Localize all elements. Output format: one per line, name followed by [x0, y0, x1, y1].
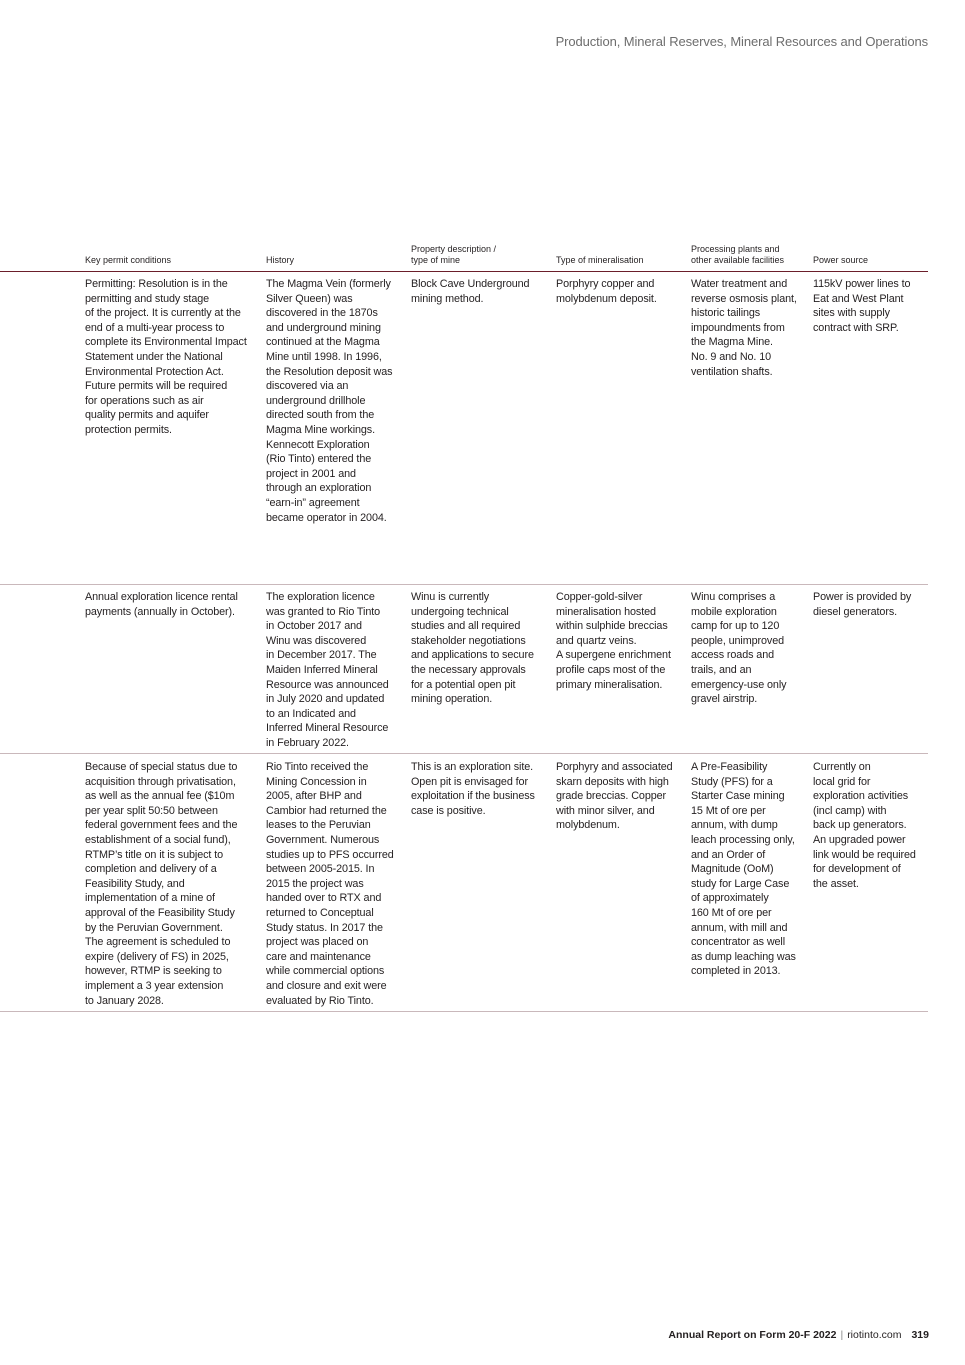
column-header-property-description: Property description / type of mine — [411, 244, 497, 265]
table-header — [0, 238, 928, 272]
table-cell: Because of special status due to acquisition through privatisation, as well as the annual fee ($10m per year split 50:50 between federal government fees and the establishment of a social fund), RTMP’s title on it is subject to completion and delivery of a Feasibility Study, and implementation of a mine of approval of the Feasibility Study by the Peruvian Government. The agreement is scheduled to expire (delivery of FS) in 2025, however, RTMP is seeking to implement a 3 year extension to January 2028. — [85, 761, 238, 1007]
table-cell: Currently on local grid for exploration activities (incl camp) with back up generators. An upgraded power link would be required for development of the asset. — [813, 761, 916, 890]
table-cell: Permitting: Resolution is in the permitting and study stage of the project. It is currently at the end of a multi-year process to complete its Environmental Impact Statement under the National Environmental Protection Act. Future permits will be required for operations such as air quality permits and aquifer protection permits. — [85, 278, 247, 436]
section-title: Production, Mineral Reserves, Mineral Resources and Operations — [555, 34, 928, 49]
table-row — [0, 760, 928, 1012]
table-cell: The Magma Vein (formerly Silver Queen) was discovered in the 1870s and underground mining continued at the Magma Mine until 1998. In 1996, the Resolution deposit was discovered via an underground drillhole directed south from the Magma Mine workings. Kennecott Exploration (Rio Tinto) entered the project in 2001 and through an exploration “earn-in” agreement became operator in 2004. — [266, 278, 393, 524]
table-row — [0, 590, 928, 754]
table-cell: A Pre-Feasibility Study (PFS) for a Starter Case mining 15 Mt of ore per annum, with dump leach processing only, and an Order of Magnitude (OoM) study for Large Case of approximately 160 Mt of ore per annum, with mill and concentrator as well as dump leaching was completed in 2013. — [691, 761, 796, 978]
table-cell: Copper-gold-silver mineralisation hosted within sulphide breccias and quartz veins. A supergene enrichment profile caps most of the primary mineralisation. — [556, 591, 671, 691]
table-cell: Rio Tinto received the Mining Concession in 2005, after BHP and Cambior had returned the leases to the Peruvian Government. Numerous studies up to PFS occurred between 2005-2015. In 2015 the project was handed over to RTX and returned to Conceptual Study status. In 2017 the project was placed on care and maintenance while commercial options and closure and exit were evaluated by Rio Tinto. — [266, 761, 394, 1007]
table-cell: Winu is currently undergoing technical studies and all required stakeholder negotiations and applications to secure the necessary approvals for a potential open pit mining operation. — [411, 591, 534, 706]
table-cell: 115kV power lines to Eat and West Plant sites with supply contract with SRP. — [813, 278, 911, 334]
table-cell: This is an exploration site. Open pit is envisaged for exploitation if the business case is positive. — [411, 761, 535, 817]
table-cell: The exploration licence was granted to Rio Tinto in October 2017 and Winu was discovered in December 2017. The Maiden Inferred Mineral Resource was announced in July 2020 and updated to an Indicated and Inferred Mineral Resource in February 2022. — [266, 591, 389, 749]
table-cell: Winu comprises a mobile exploration camp for up to 120 people, unimproved access roads and trails, and an emergency-use only gravel airstrip. — [691, 591, 787, 706]
table-cell: Water treatment and reverse osmosis plant, historic tailings impoundments from the Magma Mine. No. 9 and No. 10 ventilation shafts. — [691, 278, 797, 378]
table-cell: Annual exploration licence rental payments (annually in October). — [85, 591, 238, 618]
column-header-power-source: Power source — [813, 255, 869, 265]
column-header-key-permit-conditions: Key permit conditions — [85, 255, 172, 265]
table-row — [0, 277, 928, 585]
column-header-processing-plants: Processing plants and other available facilities — [691, 244, 785, 265]
page-number: 319 — [911, 1329, 929, 1341]
table-cell: Block Cave Underground mining method. — [411, 278, 530, 305]
table-cell: Porphyry and associated skarn deposits with high grade breccias. Copper with minor silver, and molybdenum. — [556, 761, 673, 832]
table-cell: Power is provided by diesel generators. — [813, 591, 912, 618]
column-header-history: History — [266, 255, 295, 265]
footer-separator: | — [840, 1329, 844, 1341]
column-header-type-of-mineralisation: Type of mineralisation — [556, 255, 644, 265]
table-cell: Porphyry copper and molybdenum deposit. — [556, 278, 657, 305]
page-footer — [668, 1329, 929, 1341]
website-link[interactable]: riotinto.com — [847, 1329, 902, 1341]
report-title: Annual Report on Form 20-F 2022 — [668, 1329, 837, 1341]
